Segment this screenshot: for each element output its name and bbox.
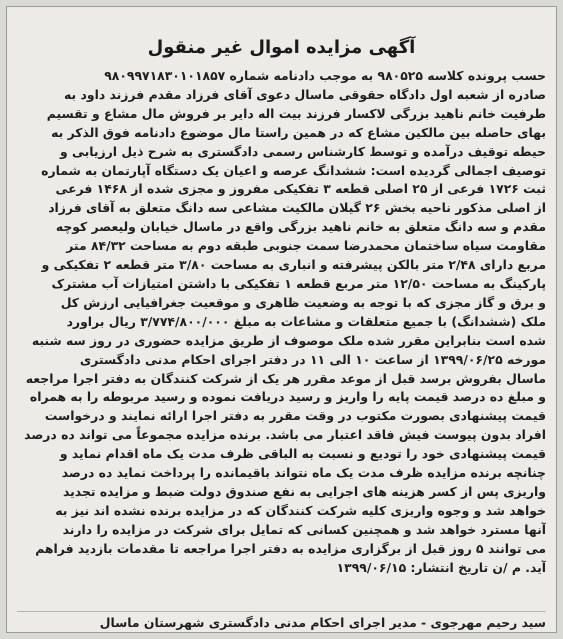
notice-line: مورخه ۱۳۹۹/۰۶/۲۵ از ساعت ۱۰ الی ۱۱ در دفتر اجرای احکام مدنی دادگستری: [79, 351, 546, 367]
notice-line: صادره از شعبه اول دادگاه حقوقی ماسال دعوی آقای فرزاد مقدم فرزند داود به: [64, 86, 546, 102]
notice-line: ماسال بفروش برسد قبل از موعد مقرر هر یک از شرکت کنندگان به دفتر اجرا مراجعه: [25, 370, 546, 386]
notice-line: مقدم و سه دانگ متعلق به خانم ناهید بزرگی واقع در ماسال خیابان ولیعصر کوچه: [55, 219, 546, 235]
notice-line: چنانچه برنده مزایده ظرف مدت یک ماه نتواند باقیمانده را پرداخت نماید ده درصد: [61, 465, 546, 481]
newspaper-clipping: [6, 6, 557, 633]
notice-line: آنها مسترد خواهد شد و همچنین کسانی که تمایل برای شرکت در مزایده را دارند: [62, 521, 546, 537]
notice-line: و برق و گاز مجزی که با توجه به وضعیت ظاهری و موقعیت جغرافیایی ارزش کل: [60, 294, 546, 310]
notice-line: مربع دارای ۲/۴۸ متر بالکن پیشرفته و انباری به مساحت ۳/۸۰ متر قطعه ۲ تفکیکی و: [41, 257, 546, 273]
notice-title: آگهی مزایده اموال غیر منقول: [147, 37, 416, 58]
notice-line: شده است بنابراین مقرر شده ملک موصوف از طریق مزایده حضوری در روز سه شنبه: [31, 332, 546, 348]
notice-line: و مبلغ ده درصد قیمت پایه را واریز و رسید دریافت نموده و رسید مربوطه را به همراه: [29, 389, 546, 405]
notice-line: افراد بدون پیوست فیش فاقد اعتبار می باشد. برنده مزایده مجموعاً می تواند ده درصد: [24, 427, 546, 443]
notice-line: حیطه توقیف درآمده و توسط کارشناس رسمی دادگستری به شرح ذیل ارزیابی و: [60, 143, 546, 159]
notice-signature: سید رحیم مهرجوی - مدیر اجرای احکام مدنی دادگستری شهرستان ماسال: [17, 611, 546, 630]
notice-line: حسب پرونده کلاسه ۹۸۰۵۲۵ به موجب دادنامه شماره ۹۸۰۹۹۷۱۸۳۰۱۰۱۸۵۷: [104, 68, 546, 83]
notice-line: می توانند ۵ روز قبل از برگزاری مزایده به دفتر اجرا مراجعه تا مقدمات بازدید فراهم: [35, 540, 546, 556]
notice-line: قیمت پیشنهادی خود را تودیع و نسبت به الباقی ظرف مدت یک ماه اقدام نماید و: [59, 446, 546, 462]
notice-line: آید. م /ن تاریخ انتشار: ۱۳۹۹/۰۶/۱۵: [336, 559, 546, 575]
notice-line: خواهد شد و وجوه واریزی کلیه شرکت کنندگان که در مزایده برنده نشده اند نیز به: [55, 502, 546, 518]
notice-line: قیمت پیشنهادی بصورت مکتوب در وقت مقرر به دفتر اجرا ارائه نمایند و درخواست: [44, 408, 546, 424]
notice-line: توصیف اجمالی گردیده است: ششدانگ عرصه و اعیان یک دستگاه آپارتمان به شماره: [41, 162, 546, 178]
notice-line: پارکینگ به مساحت ۱۲/۵۰ متر مربع قطعه ۱ تفکیکی با داشتن امتیازات آب مشترک: [51, 275, 546, 291]
notice-body: [17, 67, 546, 577]
notice-line: بهای حاصله بین مالکین مشاع که در همین راستا مال موضوع دادنامه فوق الذکر به: [51, 124, 546, 140]
notice-line: از اصلی مذکور ناحیه بخش ۲۶ گیلان مالکیت مشاعی سه دانگ متعلق به آقای فرزاد: [48, 200, 546, 216]
notice-line: واریزی پس از کسر هزینه های اجرایی به نفع صندوق دولت ضبط و مزایده تجدید: [62, 483, 546, 499]
notice-line: مقاومت سیاه ساختمان محمدرضا سمت جنوبی طبقه دوم به مساحت ۸۴/۳۲ متر: [66, 238, 546, 254]
notice-line: ملک (ششدانگ) با جمیع متعلقات و مشاعات به مبلغ ۳/۷۷۴/۸۰۰/۰۰۰ ریال براورد: [66, 313, 546, 329]
notice-line: طرفیت خانم ناهید بزرگی لاکسار فرزند بیت اله دایر بر فروش مال مشاع و تقسیم: [46, 105, 546, 121]
notice-line: ثبت ۱۷۲۶ فرعی از ۲۵ اصلی قطعه ۳ تفکیکی مفروز و مجزی شده از ۱۴۶۸ فرعی: [55, 181, 546, 197]
